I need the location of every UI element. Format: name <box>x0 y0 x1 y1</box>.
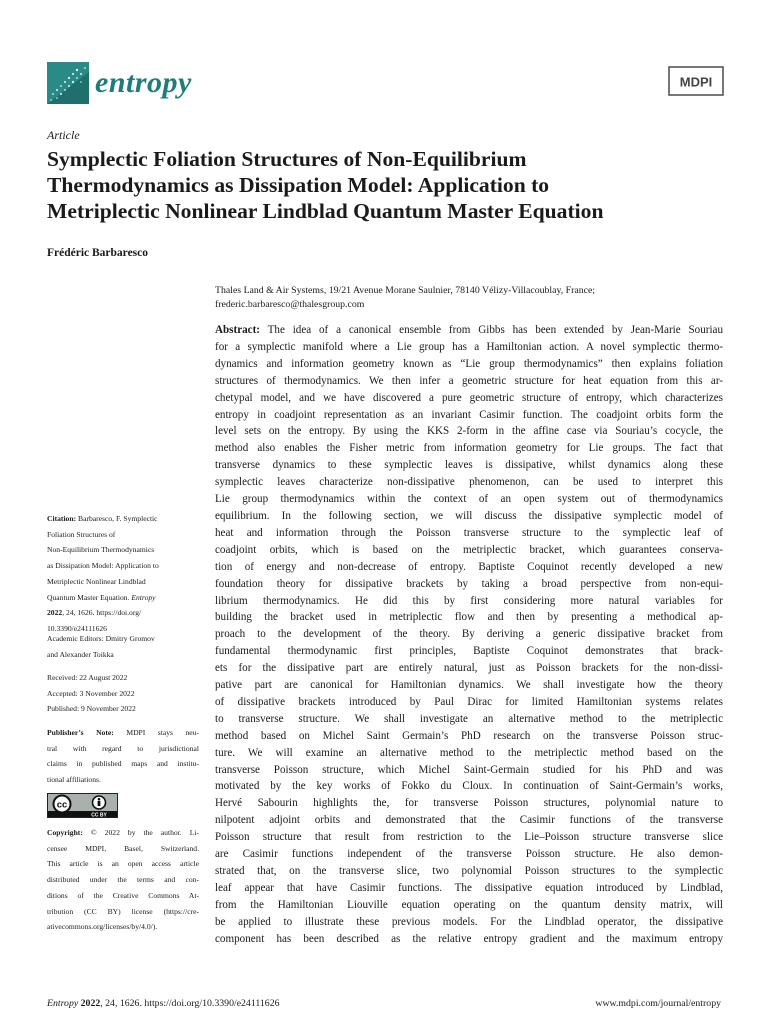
received-date: Received: 22 August 2022 <box>47 673 128 682</box>
footer-website-link[interactable]: www.mdpi.com/journal/entropy <box>595 998 721 1009</box>
author-name: Frédéric Barbaresco <box>47 247 149 259</box>
publisher-note <box>47 725 199 788</box>
abstract-line: leaf appear that have Casimir functions. The dissipative equation introduced by Lindblad, <box>215 881 723 894</box>
affiliation <box>215 284 725 312</box>
abstract-line: pative part are canonical for Hamiltonian dynamics. We shall investigate how the theory <box>215 679 723 692</box>
abstract-line: dynamics and information geometry known as “Lie group thermodynamics” then explains foliation <box>215 357 723 370</box>
journal-logo <box>47 62 192 104</box>
abstract-line: heat and information through the Poisson transverse structure to the symplectic leaf of <box>215 526 723 539</box>
abstract-line: librium thermodynamics. He did this by first considering more natural variables for <box>215 594 723 607</box>
abstract-line: Poisson structure that result from restriction to the Lie–Poisson structure transverse slice <box>215 831 723 844</box>
abstract-line: Hervé Sabourin highlights the, for transverse Poisson structures, polynomial nature to <box>215 797 723 810</box>
publisher-note-line: claims in published maps and institu- <box>47 759 199 769</box>
title-line: Metriplectic Nonlinear Lindblad Quantum Master Equation <box>47 199 604 223</box>
mdpi-logo-icon <box>668 66 724 96</box>
svg-text:CC BY: CC BY <box>91 812 107 818</box>
article-title <box>47 146 727 224</box>
abstract-line: building the bracket used in metriplectic flow and then by presenting a methodical ap- <box>215 611 723 624</box>
affiliation-line: Thales Land & Air Systems, 19/21 Avenue Morane Saulnier, 78140 Vélizy-Villacoublay, France; <box>215 285 596 296</box>
abstract-line: transverse Poisson structure, which Michel Saint-Germain studied for his PhD and was <box>215 763 723 776</box>
abstract-line: coadjoint orbits, which is based on the metriplectic bracket, which guarantees conserva- <box>215 543 723 556</box>
citation-block <box>47 511 199 637</box>
abstract-line: proach to the development of the theory. By deriving a generic dissipative bracket from <box>215 628 723 641</box>
abstract-line: fundamental thermodynamic first principles, Baptiste Coquinot demonstrates that brack- <box>215 645 723 658</box>
svg-text:cc: cc <box>56 799 68 811</box>
abstract-line: Lie group thermodynamics within the context of an open system out of thermodynamics <box>215 493 723 506</box>
publisher-note-line: Publisher’s Note: MDPI stays neu- <box>47 728 200 737</box>
abstract-line: are Casimir functions independent of the transverse Poisson structure. He also demon- <box>215 848 723 861</box>
abstract-line: level sets on the entropy. By using the KKS 2-form in the affine case via Souriau’s cocycle, the <box>215 425 723 438</box>
abstract-line: to transverse structure. We shall investigate an alternative method to the metriplectic <box>215 712 723 725</box>
title-line: Thermodynamics as Dissipation Model: Application to <box>47 173 550 197</box>
publication-dates <box>47 670 199 717</box>
citation-line: 2022, 24, 1626. https://doi.org/ <box>47 608 142 618</box>
citation-label: Citation: <box>47 514 77 523</box>
copyright-line: ditions of the Creative Commons At- <box>47 890 199 900</box>
journal-name: entropy <box>95 66 192 99</box>
abstract-line: ets for the dissipative part are entirely natural, just as Poisson brackets for the non-dissi- <box>215 662 723 675</box>
citation-line: Non-Equilibrium Thermodynamics <box>47 545 155 555</box>
citation-line: as Dissipation Model: Application to <box>47 561 159 571</box>
copyright-line: Copyright: © 2022 by the author. Li- <box>47 828 199 837</box>
abstract-line: for a symplectic manifold where a Lie group has a Hamiltonian action. A novel symplectic thermo- <box>215 340 723 353</box>
citation-line: Foliation Structures of <box>47 529 116 539</box>
copyright-line: distributed under the terms and con- <box>47 875 199 885</box>
copyright-line: censee MDPI, Basel, Switzerland. <box>47 843 199 853</box>
entropy-logo-icon <box>47 62 89 104</box>
abstract-line: Abstract: The idea of a canonical ensemble from Gibbs has been extended by Jean-Marie Souriau <box>215 324 724 336</box>
title-line: Symplectic Foliation Structures of Non-Equilibrium <box>47 147 527 171</box>
editors-line: Academic Editors: Dmitry Gromov <box>47 634 155 643</box>
citation-line: Quantum Master Equation. Entropy <box>47 592 156 602</box>
citation-doi-link[interactable]: 10.3390/e24111626 <box>47 623 107 633</box>
publisher-note-label: Publisher’s Note: <box>47 728 114 737</box>
abstract-line: method based on Michel Saint Germain’s PhD research on the transverse Poisson struc- <box>215 729 723 742</box>
accepted-date: Accepted: 3 November 2022 <box>47 688 135 698</box>
abstract-line: tion of energy and non-decrease of entropy. Baptiste Coquinot recently developed a new <box>215 560 723 573</box>
abstract-line: component has been described as the relative entropy gradient and the maximum entropy <box>215 932 723 945</box>
abstract-line: from the Hamiltonian Liouville equation operating on the quantum density matrix, will <box>215 898 723 911</box>
abstract-line: symplectic leaves characterize non-dissipative phenomenon, can be used to interpret this <box>215 476 723 489</box>
cc-by-license-icon[interactable] <box>47 793 118 818</box>
copyright-block <box>47 825 199 935</box>
abstract-line: foundation theory for dissipative brackets by taking a broad perspective from non-equi- <box>215 577 723 590</box>
copyright-line: ativecommons.org/licenses/by/4.0/). <box>47 922 158 932</box>
author-email[interactable]: frederic.barbaresco@thalesgroup.com <box>215 299 365 310</box>
abstract-label: Abstract: <box>215 324 260 336</box>
copyright-label: Copyright: <box>47 828 83 837</box>
abstract-line: structures of thermodynamics. We then infer a geometric structure for heat equation from this ar- <box>215 374 723 387</box>
abstract-line: equilibrium. In the following section, we will discuss the dissipative symplectic model of <box>215 509 723 522</box>
copyright-line: This article is an open access article <box>47 859 199 869</box>
abstract-line: be applied to illustrate these previous models. For the Lindblad operator, the dissipative <box>215 915 723 928</box>
abstract-line: chetypal model, and we have discovered a pure geometric structure of entropy, which characterizes <box>215 391 723 404</box>
footer-citation: Entropy 2022, 24, 1626. https://doi.org/10.3390/e24111626 <box>47 998 280 1009</box>
copyright-line: tribution (CC BY) license (https://cre- <box>47 906 199 916</box>
abstract-line: motivated by the key works of Fokko du Cloux. In continuation of Saint-Germain’s works, <box>215 780 723 793</box>
academic-editors <box>47 631 199 662</box>
publisher-note-line: tral with regard to jurisdictional <box>47 743 199 753</box>
citation-line: Metriplectic Nonlinear Lindblad <box>47 576 146 586</box>
article-type: Article <box>47 128 80 142</box>
abstract-line: entropy in coadjoint representation as an invariant Casimir function. The coadjoint orbits form the <box>215 408 723 421</box>
abstract-line: strated that, on the transverse slice, two polynomial Poisson structures to the symplectic <box>215 865 723 877</box>
abstract-line: ture. We will examine an alternative method to the metriplectic method based on the <box>215 746 723 759</box>
editors-line: and Alexander Toikka <box>47 649 114 659</box>
abstract <box>215 322 723 948</box>
publisher-note-line: tional affiliations. <box>47 775 101 785</box>
citation-line: Citation: Barbaresco, F. Symplectic <box>47 514 158 523</box>
abstract-line: method also enables the Fisher metric from information geometry for Lie groups. The fact that <box>215 442 723 455</box>
abstract-line: of dissipative brackets introduced by Paul Dirac for limited Hamiltonian systems relates <box>215 695 723 708</box>
abstract-line: transverse dynamics to these symplectic leaves is dissipative, whilst dynamics along these <box>215 459 723 472</box>
abstract-line: nilpotent adjoint orbits and demonstrated that the Casimir functions of the transverse <box>215 814 723 827</box>
published-date: Published: 9 November 2022 <box>47 704 136 714</box>
svg-text:MDPI: MDPI <box>679 74 713 90</box>
